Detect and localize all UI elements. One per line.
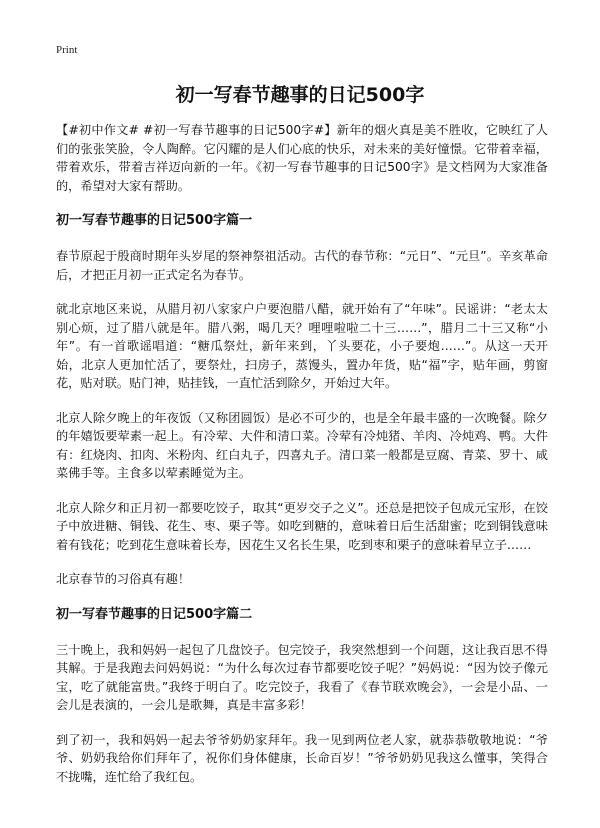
section-paragraph: 到了初一，我和妈妈一起去爷爷奶奶家拜年。我一见到两位老人家，就恭恭敬敬地说：“爷爷、奶奶我给你们拜年了，祝你们身体健康，长命百岁！”爷爷奶奶见我这么懂事，笑得合不拢嘴，连忙给了我红包。 bbox=[56, 732, 548, 784]
section-paragraph: 就北京地区来说，从腊月初八家家户户要泡腊八醋，就开始有了“年味”。民谣讲：“老太太别心烦，过了腊八就是年。腊八粥，喝几天？哩哩啦啦二十三……”，腊月二十三又称“小年”。有一首歌谣唱道：“糖瓜祭灶，新年来到，丫头要花，小子要炮……”。从这一天开始，北京人更加忙活了，要祭灶，扫房子，蒸馒头，置办年货，贴“福”字，贴年画，剪窗花，贴对联。贴门神，贴挂钱，一直忙活到除夕，开始过大年。 bbox=[56, 302, 548, 390]
intro-paragraph: 【#初中作文# #初一写春节趣事的日记500字#】新年的烟火真是美不胜收，它映红了人们的张张笑脸，令人陶醉。它闪耀的是人们心底的快乐，对未来的美好憧憬。它带着幸福，带着欢乐，带着吉祥迈向新的一年。《初一写春节趣事的日记500字》是文档网为大家准备的，希望对大家有帮助。 bbox=[56, 123, 548, 193]
section-paragraph: 三十晚上，我和妈妈一起包了几盘饺子。包完饺子，我突然想到一个问题，这让我百思不得其解。于是我跑去问妈妈说：“为什么每次过春节都要吃饺子呢？”妈妈说：“因为饺子像元宝，吃了就能富贵。”我终于明白了。吃完饺子，我看了《春节联欢晚会》，一会是小品、一会儿是表演的，一会儿是歌舞，真是丰富多彩！ bbox=[56, 642, 548, 712]
section-paragraph: 北京春节的习俗真有趣！ bbox=[56, 572, 191, 586]
section-paragraph: 北京人除夕和正月初一都要吃饺子，取其“更岁交子之义”。还总是把饺子包成元宝形，在饺子中放进糖、铜钱、花生、枣、栗子等。如吃到糖的，意味着日后生活甜蜜；吃到铜钱意味着有钱花；吃到花生意味着长寿，因花生又名长生果，吃到枣和栗子的意味着早立子…… bbox=[56, 500, 548, 552]
article-body bbox=[56, 121, 548, 802]
section-paragraph: 春节原起于殷商时期年头岁尾的祭神祭祖活动。古代的春节称：“元日”、“元旦”。辛亥革命后，才把正月初一正式定名为春节。 bbox=[56, 249, 548, 282]
section-heading: 初一写春节趣事的日记500字篇一 bbox=[56, 213, 253, 228]
page-title: 初一写春节趣事的日记500字 bbox=[175, 84, 425, 106]
section-heading: 初一写春节趣事的日记500字篇二 bbox=[56, 606, 253, 622]
section-paragraph: 北京人除夕晚上的年夜饭（又称团圆饭）是必不可少的，也是全年最丰盛的一次晚餐。除夕的年嬉饭要荤素一起上。有冷荤、大件和清口菜。冷荤有冷炖猪、羊肉、冷炖鸡、鸭。大件有：红烧肉、扣肉、米粉肉、红白丸子，四喜丸子。清口菜一般都是豆腐、青菜、罗十、咸菜佛手等。主食多以荤素睡觉为主。 bbox=[56, 410, 548, 480]
print-link[interactable]: Print bbox=[56, 44, 78, 56]
